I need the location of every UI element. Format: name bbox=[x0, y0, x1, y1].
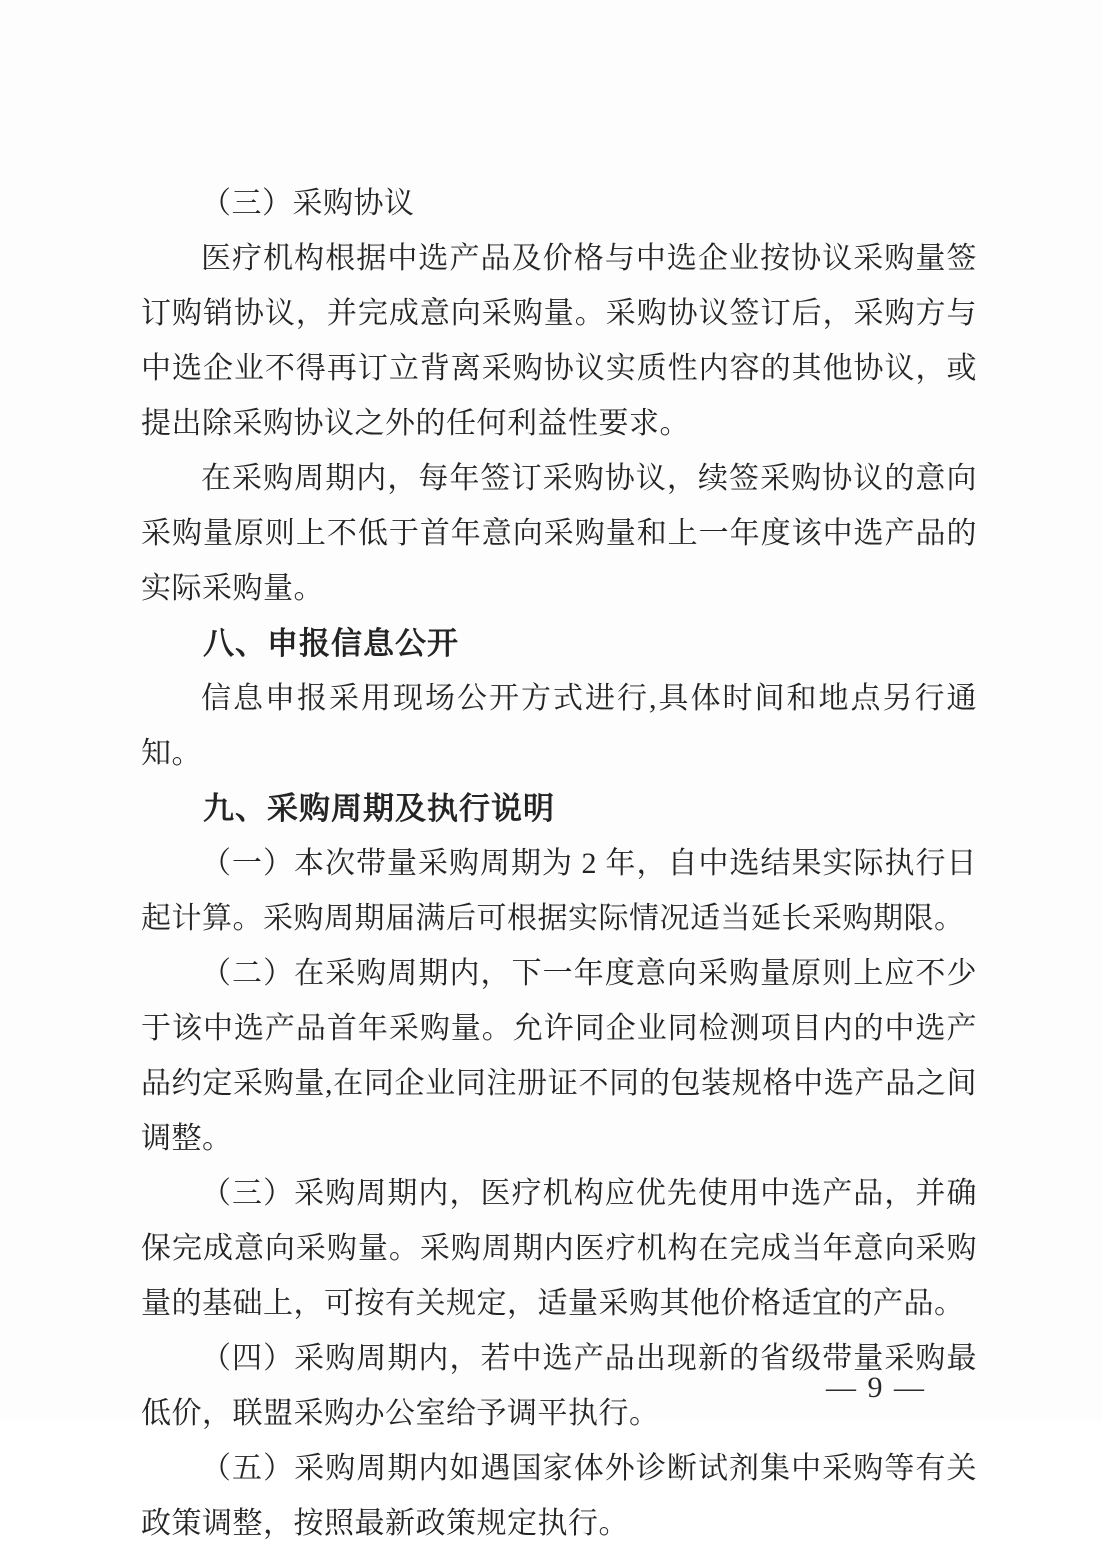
paragraph: 在采购周期内，每年签订采购协议，续签采购协议的意向采购量原则上不低于首年意向采购量和上一年度该中选产品的实际采购量。 bbox=[141, 462, 977, 605]
paragraph: （四）采购周期内，若中选产品出现新的省级带量采购最低价，联盟采购办公室给予调平执行。 bbox=[141, 1342, 977, 1430]
section-heading-9-procurement-cycle-execution: 九、采购周期及执行说明 bbox=[203, 791, 555, 826]
page-number: — 9 — bbox=[826, 1371, 926, 1404]
paragraph: 医疗机构根据中选产品及价格与中选企业按协议采购量签订购销协议，并完成意向采购量。采购协议签订后，采购方与中选企业不得再订立背离采购协议实质性内容的其他协议，或提出除采购协议之外的任何利益性要求。 bbox=[141, 242, 977, 440]
section-heading-8-declaration-info-disclosure: 八、申报信息公开 bbox=[203, 626, 459, 661]
sub-heading-procurement-agreement: （三）采购协议 bbox=[201, 187, 415, 220]
document-body bbox=[141, 176, 977, 1551]
paragraph: 信息申报采用现场公开方式进行,具体时间和地点另行通知。 bbox=[141, 682, 977, 770]
paragraph: （三）采购周期内，医疗机构应优先使用中选产品，并确保完成意向采购量。采购周期内医疗机构在完成当年意向采购量的基础上，可按有关规定，适量采购其他价格适宜的产品。 bbox=[141, 1177, 977, 1320]
paragraph: （二）在采购周期内，下一年度意向采购量原则上应不少于该中选产品首年采购量。允许同企业同检测项目内的中选产品约定采购量,在同企业同注册证不同的包装规格中选产品之间调整。 bbox=[141, 957, 977, 1155]
paragraph: （一）本次带量采购周期为 2 年，自中选结果实际执行日起计算。采购周期届满后可根据实际情况适当延长采购期限。 bbox=[141, 847, 977, 935]
paragraph: （五）采购周期内如遇国家体外诊断试剂集中采购等有关政策调整，按照最新政策规定执行。 bbox=[141, 1452, 977, 1540]
